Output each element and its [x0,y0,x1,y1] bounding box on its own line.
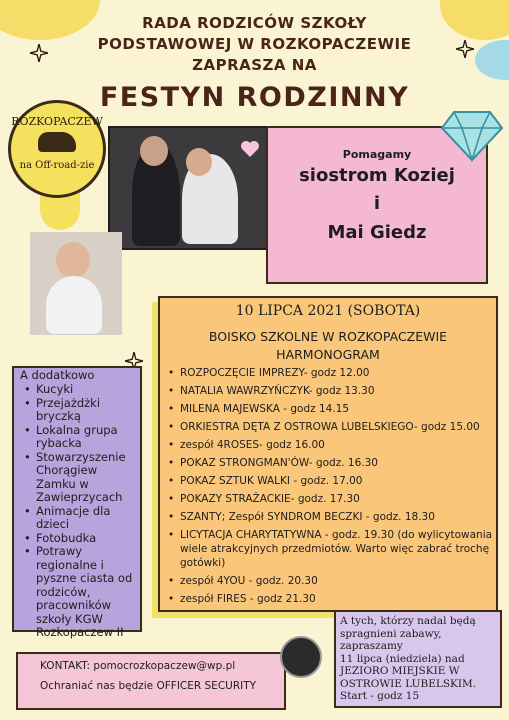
schedule-item: • MILENA MAJEWSKA - godz 14.15 [168,402,496,416]
extras-item: • Stowarzyszenie Chorągiew Zamku w Zawieprzycach [20,451,140,505]
extras-item: • Animacje dla dzieci [20,505,140,532]
after-event-line: zapraszamy [340,640,403,652]
diamond-icon [440,100,504,164]
help-line-4: Mai Giedz [327,222,427,243]
schedule-item: • ROZPOCZĘCIE IMPREZY- godz 12.00 [168,366,496,380]
after-event-line: spragnieni zabawy, [340,627,442,640]
extras-item: • Potrawy regionalne i pyszne ciasta od rodziców, pracowników szkoły KGW Rozkopaczew II [20,545,140,640]
after-event-line: OSTROWIE LUBELSKIM. [340,677,477,690]
schedule-item: • POKAZY STRAŻACKIE- godz. 17.30 [168,492,496,506]
after-event-line: 11 lipca (niedziela) nad [340,652,465,665]
extras-list [20,383,140,640]
schedule-item: • zespół 4YOU - godz. 20.30 [168,574,496,588]
event-title: FESTYN RODZINNY [99,82,410,113]
officer-security-logo [280,636,322,678]
schedule-item: • SZANTY; Zespół SYNDROM BECZKI - godz. 18.30 [168,510,496,524]
help-line-3: i [373,193,381,214]
schedule-item: • NATALIA WAWRZYŃCZYK- godz 13.30 [168,384,496,398]
after-event-text [340,615,502,703]
schedule-item: • ORKIESTRA DĘTA Z OSTROWA LUBELSKIEGO- godz 15.00 [168,420,496,434]
schedule-title: HARMONOGRAM [276,347,380,362]
car-icon [38,132,76,152]
event-date: 10 LIPCA 2021 (SOBOTA) [235,303,421,319]
security-info: Ochraniać nas będzie OFFICER SECURITY [40,680,257,692]
schedule-item: • zespół 4ROSES- godz 16.00 [168,438,496,452]
logo-top-text: ROZKOPACZEW [11,115,103,128]
logo-bottom-text: na Off-road-zie [19,160,95,171]
sparkle-icon [456,40,474,58]
child-figure [46,276,102,334]
schedule-item: • POKAZ STRONGMAN'ÓW- godz. 16.30 [168,456,496,470]
event-place: BOISKO SZKOLNE W ROZKOPACZEWIE [208,329,448,344]
extras-item: • Przejażdżki bryczką [20,397,140,424]
schedule-item: • POKAZ SZTUK WALKI - godz. 17.00 [168,474,496,488]
extras-title: A dodatkowo [20,368,95,382]
heart-icon [240,140,260,158]
child-photo [30,232,122,335]
header-line-2: PODSTAWOWEJ W ROZKOPACZEWIE [97,35,412,53]
help-line-2: siostrom Koziej [299,165,455,186]
extras-item: • Fotobudka [20,532,140,546]
extras-item: • Kucyki [20,383,140,397]
after-event-line: Start - godz 15 [340,690,420,702]
schedule-item: • LICYTACJA CHARYTATYWNA - godz. 19.30 (do wylicytowania wiele atrakcyjnych przedmiotów. Warto więc zabrać trochę gotówki) [168,528,496,570]
header-line-3: ZAPRASZA NA [192,56,317,74]
schedule-item: • zespół FIRES - godz 21.30 [168,592,496,606]
help-line-1: Pomagamy [342,148,412,161]
after-event-line: JEZIORO MIEJSKIE W [340,665,460,677]
person-face [140,136,168,166]
header-line-1: RADA RODZICÓW SZKOŁY [142,14,367,32]
extras-item: • Lokalna grupa rybacka [20,424,140,451]
sparkle-icon [30,44,48,62]
child-face [56,242,90,278]
person-face [186,148,212,176]
after-event-line: A tych, którzy nadal będą [340,615,476,627]
contact-email: KONTAKT: pomocrozkopaczew@wp.pl [40,660,236,672]
schedule-list [168,366,496,610]
